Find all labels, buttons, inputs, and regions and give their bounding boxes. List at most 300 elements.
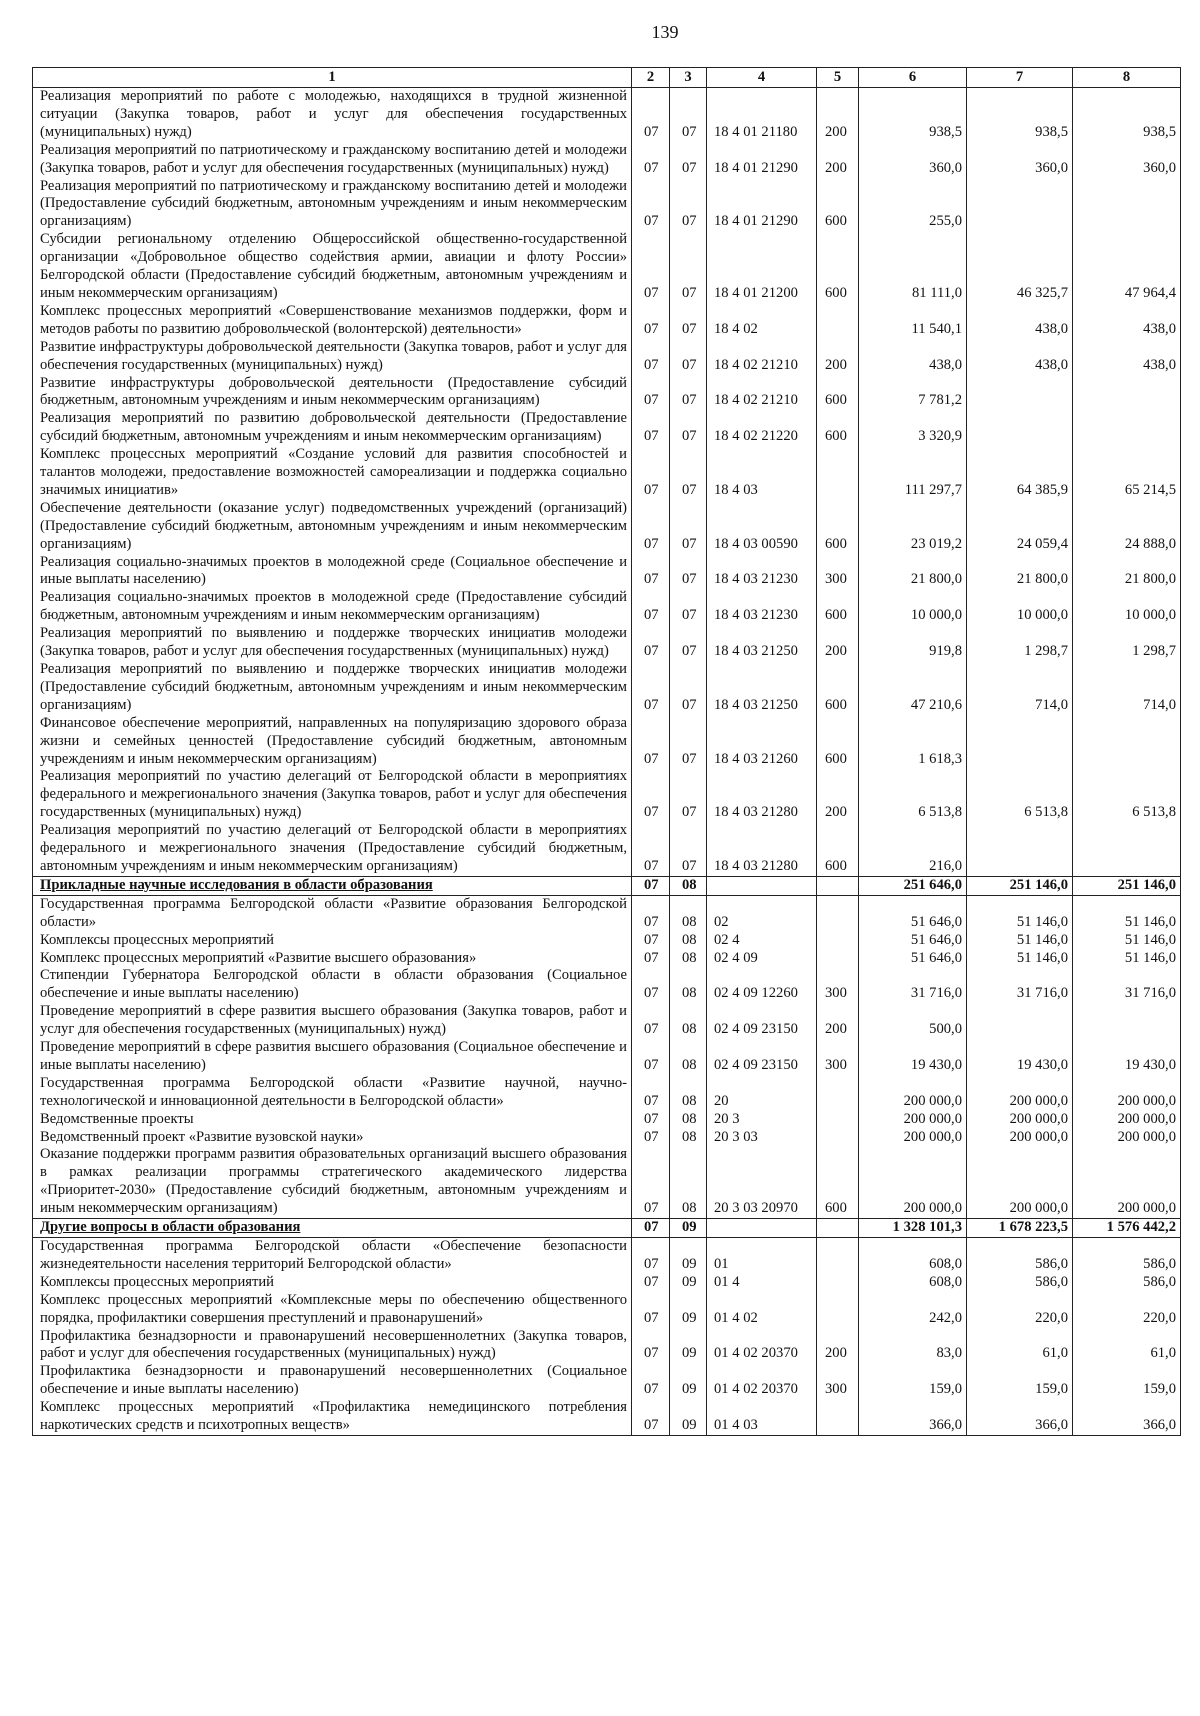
row-subsection: 09 xyxy=(670,1399,707,1435)
row-target-article: 18 4 03 21250 xyxy=(707,661,817,715)
row-section: 07 xyxy=(632,876,670,895)
row-amount-year3: 360,0 xyxy=(1073,142,1181,178)
row-expense-type: 600 xyxy=(817,231,859,303)
row-description: Реализация мероприятий по выявлению и поддержке творческих инициатив молодежи (Предоставление субсидий бюджетным, автономным учреждениям и иным некоммерческим организациям) xyxy=(33,661,632,715)
row-description: Профилактика безнадзорности и правонарушений несовершеннолетних (Социальное обеспечение и иные выплаты населению) xyxy=(33,1363,632,1399)
row-amount-year2: 714,0 xyxy=(967,661,1073,715)
row-subsection: 08 xyxy=(670,1003,707,1039)
row-subsection: 07 xyxy=(670,375,707,411)
row-subsection: 08 xyxy=(670,1129,707,1147)
row-amount-year2: 938,5 xyxy=(967,88,1073,142)
row-amount-year2: 1 678 223,5 xyxy=(967,1219,1073,1238)
row-target-article: 02 4 09 12260 xyxy=(707,967,817,1003)
row-section: 07 xyxy=(632,446,670,500)
row-subsection: 08 xyxy=(670,950,707,968)
row-target-article: 01 4 02 xyxy=(707,1292,817,1328)
row-amount-year3: 438,0 xyxy=(1073,303,1181,339)
row-amount-year1: 11 540,1 xyxy=(859,303,967,339)
row-description: Развитие инфраструктуры добровольческой деятельности (Закупка товаров, работ и услуг для обеспечения государственных (муниципальных) нужд) xyxy=(33,339,632,375)
row-target-article: 20 3 03 20970 xyxy=(707,1146,817,1218)
row-amount-year1: 81 111,0 xyxy=(859,231,967,303)
row-expense-type: 600 xyxy=(817,715,859,769)
table-row xyxy=(33,589,1181,625)
row-expense-type: 600 xyxy=(817,822,859,876)
row-section: 07 xyxy=(632,231,670,303)
row-subsection: 07 xyxy=(670,446,707,500)
row-description: Финансовое обеспечение мероприятий, направленных на популяризацию здорового образа жизни и семейных ценностей (Предоставление субсидий бюджетным, автономным учреждениям и иным некоммерческим организациям) xyxy=(33,715,632,769)
row-subsection: 08 xyxy=(670,967,707,1003)
row-subsection: 09 xyxy=(670,1363,707,1399)
row-amount-year1: 200 000,0 xyxy=(859,1129,967,1147)
row-expense-type xyxy=(817,1399,859,1435)
table-row xyxy=(33,303,1181,339)
row-amount-year1: 83,0 xyxy=(859,1328,967,1364)
row-target-article: 02 4 09 xyxy=(707,950,817,968)
table-row xyxy=(33,1274,1181,1292)
row-subsection: 08 xyxy=(670,895,707,931)
row-target-article: 20 3 03 xyxy=(707,1129,817,1147)
row-amount-year2: 438,0 xyxy=(967,339,1073,375)
row-section: 07 xyxy=(632,1292,670,1328)
table-row xyxy=(33,1075,1181,1111)
row-amount-year2: 46 325,7 xyxy=(967,231,1073,303)
row-section: 07 xyxy=(632,822,670,876)
row-subsection: 07 xyxy=(670,142,707,178)
row-target-article: 18 4 03 21230 xyxy=(707,554,817,590)
row-amount-year3: 51 146,0 xyxy=(1073,932,1181,950)
row-subsection: 07 xyxy=(670,88,707,142)
row-description: Реализация мероприятий по выявлению и поддержке творческих инициатив молодежи (Закупка товаров, работ и услуг для обеспечения государственных (муниципальных) нужд) xyxy=(33,625,632,661)
row-expense-type: 200 xyxy=(817,1003,859,1039)
row-expense-type xyxy=(817,1238,859,1274)
row-description: Стипендии Губернатора Белгородской области в области образования (Социальное обеспечение и иные выплаты населению) xyxy=(33,967,632,1003)
row-target-article: 01 4 02 20370 xyxy=(707,1363,817,1399)
table-row xyxy=(33,554,1181,590)
row-description: Комплекс процессных мероприятий «Совершенствование механизмов поддержки, форм и методов работы по развитию добровольческой (волонтерской) деятельности» xyxy=(33,303,632,339)
row-subsection: 08 xyxy=(670,1146,707,1218)
row-expense-type xyxy=(817,303,859,339)
row-target-article: 18 4 02 21210 xyxy=(707,375,817,411)
table-row xyxy=(33,1292,1181,1328)
row-target-article: 18 4 02 xyxy=(707,303,817,339)
row-subsection: 07 xyxy=(670,768,707,822)
row-amount-year2: 438,0 xyxy=(967,303,1073,339)
row-amount-year2: 366,0 xyxy=(967,1399,1073,1435)
row-description: Проведение мероприятий в сфере развития высшего образования (Социальное обеспечение и иные выплаты населению) xyxy=(33,1039,632,1075)
row-subsection: 09 xyxy=(670,1238,707,1274)
row-subsection: 07 xyxy=(670,822,707,876)
row-expense-type xyxy=(817,876,859,895)
header-cell: 6 xyxy=(859,68,967,88)
table-row xyxy=(33,967,1181,1003)
row-amount-year1: 200 000,0 xyxy=(859,1075,967,1111)
row-target-article: 02 4 09 23150 xyxy=(707,1003,817,1039)
row-section: 07 xyxy=(632,554,670,590)
row-target-article xyxy=(707,876,817,895)
row-expense-type: 300 xyxy=(817,554,859,590)
page-number: 139 xyxy=(651,22,679,42)
row-description: Реализация мероприятий по развитию добровольческой деятельности (Предоставление субсидий бюджетным, автономным учреждениям и иным некоммерческим организациям) xyxy=(33,410,632,446)
budget-table xyxy=(32,67,1181,1436)
row-section: 07 xyxy=(632,410,670,446)
row-amount-year1: 500,0 xyxy=(859,1003,967,1039)
row-amount-year2: 61,0 xyxy=(967,1328,1073,1364)
row-amount-year3: 366,0 xyxy=(1073,1399,1181,1435)
table-row xyxy=(33,88,1181,142)
table-row xyxy=(33,1129,1181,1147)
row-amount-year2: 200 000,0 xyxy=(967,1129,1073,1147)
row-description: Реализация мероприятий по участию делегаций от Белгородской области в мероприятиях федерального и межрегионального значения (Закупка товаров, работ и услуг для обеспечения государственных (муниципальных) нужд) xyxy=(33,768,632,822)
row-section: 07 xyxy=(632,768,670,822)
row-amount-year3: 438,0 xyxy=(1073,339,1181,375)
row-expense-type xyxy=(817,1274,859,1292)
header-cell: 3 xyxy=(670,68,707,88)
row-amount-year2: 19 430,0 xyxy=(967,1039,1073,1075)
row-amount-year2: 360,0 xyxy=(967,142,1073,178)
row-target-article: 18 4 03 21280 xyxy=(707,768,817,822)
row-amount-year3: 714,0 xyxy=(1073,661,1181,715)
row-description: Ведомственный проект «Развитие вузовской науки» xyxy=(33,1129,632,1147)
row-amount-year3 xyxy=(1073,715,1181,769)
row-amount-year3: 47 964,4 xyxy=(1073,231,1181,303)
row-amount-year2: 51 146,0 xyxy=(967,950,1073,968)
row-amount-year1: 1 618,3 xyxy=(859,715,967,769)
row-amount-year2 xyxy=(967,178,1073,232)
row-amount-year2 xyxy=(967,375,1073,411)
row-expense-type xyxy=(817,950,859,968)
row-amount-year1: 242,0 xyxy=(859,1292,967,1328)
row-amount-year2 xyxy=(967,822,1073,876)
header-cell: 7 xyxy=(967,68,1073,88)
row-expense-type: 600 xyxy=(817,375,859,411)
row-expense-type: 200 xyxy=(817,1328,859,1364)
row-amount-year3: 938,5 xyxy=(1073,88,1181,142)
row-amount-year3: 159,0 xyxy=(1073,1363,1181,1399)
row-target-article: 18 4 03 21280 xyxy=(707,822,817,876)
header-cell: 5 xyxy=(817,68,859,88)
row-amount-year3: 586,0 xyxy=(1073,1238,1181,1274)
row-amount-year1: 360,0 xyxy=(859,142,967,178)
table-row xyxy=(33,1363,1181,1399)
row-amount-year1: 216,0 xyxy=(859,822,967,876)
row-expense-type: 300 xyxy=(817,967,859,1003)
row-amount-year3 xyxy=(1073,375,1181,411)
row-amount-year1: 608,0 xyxy=(859,1238,967,1274)
table-row xyxy=(33,1238,1181,1274)
row-amount-year2: 1 298,7 xyxy=(967,625,1073,661)
table-row xyxy=(33,625,1181,661)
row-target-article: 18 4 03 xyxy=(707,446,817,500)
row-subsection: 08 xyxy=(670,1075,707,1111)
row-target-article: 18 4 01 21290 xyxy=(707,178,817,232)
row-subsection: 07 xyxy=(670,589,707,625)
section-total-row xyxy=(33,876,1181,895)
row-description: Реализация социально-значимых проектов в молодежной среде (Социальное обеспечение и иные выплаты населению) xyxy=(33,554,632,590)
row-amount-year3: 251 146,0 xyxy=(1073,876,1181,895)
row-amount-year1: 1 328 101,3 xyxy=(859,1219,967,1238)
row-subsection: 07 xyxy=(670,715,707,769)
row-section: 07 xyxy=(632,950,670,968)
row-subsection: 09 xyxy=(670,1328,707,1364)
table-row xyxy=(33,1146,1181,1218)
row-subsection: 07 xyxy=(670,500,707,554)
row-expense-type: 200 xyxy=(817,625,859,661)
row-expense-type: 200 xyxy=(817,339,859,375)
row-amount-year2: 220,0 xyxy=(967,1292,1073,1328)
row-amount-year1: 255,0 xyxy=(859,178,967,232)
row-section: 07 xyxy=(632,895,670,931)
row-section: 07 xyxy=(632,303,670,339)
row-subsection: 07 xyxy=(670,410,707,446)
row-amount-year3: 19 430,0 xyxy=(1073,1039,1181,1075)
row-expense-type xyxy=(817,1111,859,1129)
row-subsection: 09 xyxy=(670,1274,707,1292)
row-amount-year3: 21 800,0 xyxy=(1073,554,1181,590)
row-description: Комплекс процессных мероприятий «Создание условий для развития способностей и талантов молодежи, предоставление возможностей самореализации и поддержка социально значимых инициатив» xyxy=(33,446,632,500)
row-description: Реализация мероприятий по участию делегаций от Белгородской области в мероприятиях федерального и межрегионального значения (Предоставление субсидий бюджетным, автономным учреждениям и иным некоммерческим организациям) xyxy=(33,822,632,876)
table-row xyxy=(33,768,1181,822)
row-subsection: 09 xyxy=(670,1219,707,1238)
row-amount-year3: 200 000,0 xyxy=(1073,1129,1181,1147)
header-cell: 4 xyxy=(707,68,817,88)
row-section: 07 xyxy=(632,1363,670,1399)
row-expense-type xyxy=(817,1129,859,1147)
row-subsection: 07 xyxy=(670,339,707,375)
row-amount-year3 xyxy=(1073,178,1181,232)
row-amount-year3: 24 888,0 xyxy=(1073,500,1181,554)
row-target-article: 01 4 xyxy=(707,1274,817,1292)
row-description: Оказание поддержки программ развития образовательных организаций высшего образования в рамках реализации программы стратегического академического лидерства «Приоритет-2030» (Предоставление субсидий бюджетным, автономным учреждениям и иным некоммерческим организациям) xyxy=(33,1146,632,1218)
row-description: Государственная программа Белгородской области «Обеспечение безопасности жизнедеятельности населения территорий Белгородской области» xyxy=(33,1238,632,1274)
row-section: 07 xyxy=(632,932,670,950)
row-amount-year3: 6 513,8 xyxy=(1073,768,1181,822)
row-amount-year1: 31 716,0 xyxy=(859,967,967,1003)
table-row xyxy=(33,410,1181,446)
row-section: 07 xyxy=(632,339,670,375)
table-row xyxy=(33,932,1181,950)
row-target-article: 01 4 02 20370 xyxy=(707,1328,817,1364)
row-amount-year3 xyxy=(1073,822,1181,876)
row-expense-type: 600 xyxy=(817,410,859,446)
row-section: 07 xyxy=(632,1039,670,1075)
row-amount-year3: 31 716,0 xyxy=(1073,967,1181,1003)
table-row xyxy=(33,1399,1181,1435)
row-expense-type: 200 xyxy=(817,142,859,178)
row-subsection: 08 xyxy=(670,876,707,895)
row-expense-type xyxy=(817,446,859,500)
row-amount-year3: 1 576 442,2 xyxy=(1073,1219,1181,1238)
row-expense-type xyxy=(817,1075,859,1111)
row-amount-year1: 608,0 xyxy=(859,1274,967,1292)
row-subsection: 07 xyxy=(670,178,707,232)
row-target-article: 18 4 01 21200 xyxy=(707,231,817,303)
row-target-article: 18 4 02 21210 xyxy=(707,339,817,375)
row-description: Комплекс процессных мероприятий «Развитие высшего образования» xyxy=(33,950,632,968)
row-section: 07 xyxy=(632,661,670,715)
header-cell: 1 xyxy=(33,68,632,88)
table-row xyxy=(33,500,1181,554)
row-amount-year3 xyxy=(1073,410,1181,446)
row-expense-type: 300 xyxy=(817,1039,859,1075)
row-target-article: 18 4 03 21250 xyxy=(707,625,817,661)
row-description: Профилактика безнадзорности и правонарушений несовершеннолетних (Закупка товаров, работ и услуг для обеспечения государственных (муниципальных) нужд) xyxy=(33,1328,632,1364)
row-description: Комплексы процессных мероприятий xyxy=(33,932,632,950)
row-section: 07 xyxy=(632,625,670,661)
row-amount-year1: 200 000,0 xyxy=(859,1111,967,1129)
row-section: 07 xyxy=(632,500,670,554)
table-row xyxy=(33,1328,1181,1364)
row-expense-type xyxy=(817,1292,859,1328)
table-row xyxy=(33,895,1181,931)
table-row xyxy=(33,822,1181,876)
row-section: 07 xyxy=(632,967,670,1003)
row-amount-year3: 586,0 xyxy=(1073,1274,1181,1292)
row-amount-year2: 159,0 xyxy=(967,1363,1073,1399)
row-target-article: 02 4 xyxy=(707,932,817,950)
table-row xyxy=(33,1039,1181,1075)
row-amount-year3: 61,0 xyxy=(1073,1328,1181,1364)
row-amount-year1: 7 781,2 xyxy=(859,375,967,411)
row-amount-year2: 21 800,0 xyxy=(967,554,1073,590)
row-target-article: 18 4 03 21230 xyxy=(707,589,817,625)
row-amount-year3 xyxy=(1073,1003,1181,1039)
table-row xyxy=(33,1003,1181,1039)
row-target-article: 18 4 01 21180 xyxy=(707,88,817,142)
row-section: 07 xyxy=(632,142,670,178)
table-row xyxy=(33,1111,1181,1129)
row-target-article: 18 4 03 00590 xyxy=(707,500,817,554)
row-amount-year2: 51 146,0 xyxy=(967,895,1073,931)
row-target-article: 18 4 03 21260 xyxy=(707,715,817,769)
row-amount-year2: 64 385,9 xyxy=(967,446,1073,500)
row-expense-type: 300 xyxy=(817,1363,859,1399)
row-amount-year1: 51 646,0 xyxy=(859,932,967,950)
row-description: Субсидии региональному отделению Общероссийской общественно-государственной организации «Добровольное общество содействия армии, авиации и флоту России» Белгородской области (Предоставление субсидий бюджетным, автономным учреждениям и иным некоммерческим организациям) xyxy=(33,231,632,303)
row-description: Государственная программа Белгородской области «Развитие научной, научно-технологической и инновационной деятельности в Белгородской области» xyxy=(33,1075,632,1111)
row-section: 07 xyxy=(632,1003,670,1039)
row-section: 07 xyxy=(632,178,670,232)
row-subsection: 09 xyxy=(670,1292,707,1328)
row-section: 07 xyxy=(632,1274,670,1292)
row-section: 07 xyxy=(632,1146,670,1218)
row-target-article: 20 xyxy=(707,1075,817,1111)
row-amount-year3: 200 000,0 xyxy=(1073,1075,1181,1111)
row-target-article: 02 4 09 23150 xyxy=(707,1039,817,1075)
row-amount-year2: 586,0 xyxy=(967,1238,1073,1274)
row-amount-year1: 366,0 xyxy=(859,1399,967,1435)
row-amount-year2: 31 716,0 xyxy=(967,967,1073,1003)
row-amount-year1: 21 800,0 xyxy=(859,554,967,590)
row-expense-type xyxy=(817,895,859,931)
row-description: Ведомственные проекты xyxy=(33,1111,632,1129)
row-description: Прикладные научные исследования в области образования xyxy=(33,876,632,895)
table-row xyxy=(33,661,1181,715)
row-description: Комплекс процессных мероприятий «Профилактика немедицинского потребления наркотических средств и психотропных веществ» xyxy=(33,1399,632,1435)
row-amount-year3: 200 000,0 xyxy=(1073,1111,1181,1129)
row-amount-year1: 51 646,0 xyxy=(859,895,967,931)
row-expense-type xyxy=(817,932,859,950)
row-amount-year2: 10 000,0 xyxy=(967,589,1073,625)
row-amount-year2 xyxy=(967,1003,1073,1039)
row-description: Развитие инфраструктуры добровольческой деятельности (Предоставление субсидий бюджетным, автономным учреждениям и иным некоммерческим организациям) xyxy=(33,375,632,411)
row-expense-type: 200 xyxy=(817,88,859,142)
row-amount-year2: 51 146,0 xyxy=(967,932,1073,950)
row-subsection: 08 xyxy=(670,1039,707,1075)
row-target-article xyxy=(707,1219,817,1238)
row-amount-year1: 23 019,2 xyxy=(859,500,967,554)
row-amount-year2: 24 059,4 xyxy=(967,500,1073,554)
row-description: Обеспечение деятельности (оказание услуг) подведомственных учреждений (организаций) (Предоставление субсидий бюджетным, автономным учреждениям и иным некоммерческим организациям) xyxy=(33,500,632,554)
row-amount-year1: 200 000,0 xyxy=(859,1146,967,1218)
row-description: Государственная программа Белгородской области «Развитие образования Белгородской области» xyxy=(33,895,632,931)
row-section: 07 xyxy=(632,589,670,625)
row-section: 07 xyxy=(632,1399,670,1435)
row-amount-year2 xyxy=(967,715,1073,769)
row-amount-year3: 10 000,0 xyxy=(1073,589,1181,625)
row-description: Реализация мероприятий по патриотическому и гражданскому воспитанию детей и молодежи (Предоставление субсидий бюджетным, автономным учреждениям и иным некоммерческим организациям) xyxy=(33,178,632,232)
row-description: Реализация мероприятий по патриотическому и гражданскому воспитанию детей и молодежи (Закупка товаров, работ и услуг для обеспечения государственных (муниципальных) нужд) xyxy=(33,142,632,178)
row-amount-year1: 919,8 xyxy=(859,625,967,661)
row-amount-year2: 200 000,0 xyxy=(967,1075,1073,1111)
row-target-article: 20 3 xyxy=(707,1111,817,1129)
row-amount-year2: 6 513,8 xyxy=(967,768,1073,822)
row-amount-year1: 19 430,0 xyxy=(859,1039,967,1075)
row-description: Реализация мероприятий по работе с молодежью, находящихся в трудной жизненной ситуации (Закупка товаров, работ и услуг для обеспечения государственных (муниципальных) нужд) xyxy=(33,88,632,142)
table-row xyxy=(33,375,1181,411)
row-description: Комплексы процессных мероприятий xyxy=(33,1274,632,1292)
table-row xyxy=(33,231,1181,303)
row-section: 07 xyxy=(632,1219,670,1238)
row-section: 07 xyxy=(632,1075,670,1111)
row-target-article: 18 4 01 21290 xyxy=(707,142,817,178)
row-amount-year3: 65 214,5 xyxy=(1073,446,1181,500)
row-subsection: 08 xyxy=(670,932,707,950)
row-amount-year1: 251 646,0 xyxy=(859,876,967,895)
row-section: 07 xyxy=(632,1129,670,1147)
row-amount-year1: 159,0 xyxy=(859,1363,967,1399)
table-row xyxy=(33,339,1181,375)
table-row xyxy=(33,950,1181,968)
row-amount-year2: 586,0 xyxy=(967,1274,1073,1292)
row-amount-year1: 3 320,9 xyxy=(859,410,967,446)
row-expense-type: 200 xyxy=(817,768,859,822)
row-section: 07 xyxy=(632,1238,670,1274)
table-row xyxy=(33,142,1181,178)
section-total-row xyxy=(33,1219,1181,1238)
row-amount-year3: 220,0 xyxy=(1073,1292,1181,1328)
row-section: 07 xyxy=(632,1328,670,1364)
row-section: 07 xyxy=(632,1111,670,1129)
row-amount-year1: 111 297,7 xyxy=(859,446,967,500)
row-target-article: 02 xyxy=(707,895,817,931)
row-subsection: 07 xyxy=(670,554,707,590)
row-amount-year2: 251 146,0 xyxy=(967,876,1073,895)
row-amount-year3: 1 298,7 xyxy=(1073,625,1181,661)
row-description: Реализация социально-значимых проектов в молодежной среде (Предоставление субсидий бюджетным, автономным учреждениям и иным некоммерческим организациям) xyxy=(33,589,632,625)
row-expense-type: 600 xyxy=(817,1146,859,1218)
row-amount-year1: 47 210,6 xyxy=(859,661,967,715)
row-amount-year2 xyxy=(967,410,1073,446)
row-amount-year1: 10 000,0 xyxy=(859,589,967,625)
row-target-article: 01 4 03 xyxy=(707,1399,817,1435)
row-amount-year2: 200 000,0 xyxy=(967,1146,1073,1218)
row-expense-type xyxy=(817,1219,859,1238)
row-section: 07 xyxy=(632,88,670,142)
row-description: Комплекс процессных мероприятий «Комплексные меры по обеспечению общественного порядка, профилактики совершения преступлений и правонарушений» xyxy=(33,1292,632,1328)
table-row xyxy=(33,715,1181,769)
row-subsection: 07 xyxy=(670,303,707,339)
header-cell: 8 xyxy=(1073,68,1181,88)
